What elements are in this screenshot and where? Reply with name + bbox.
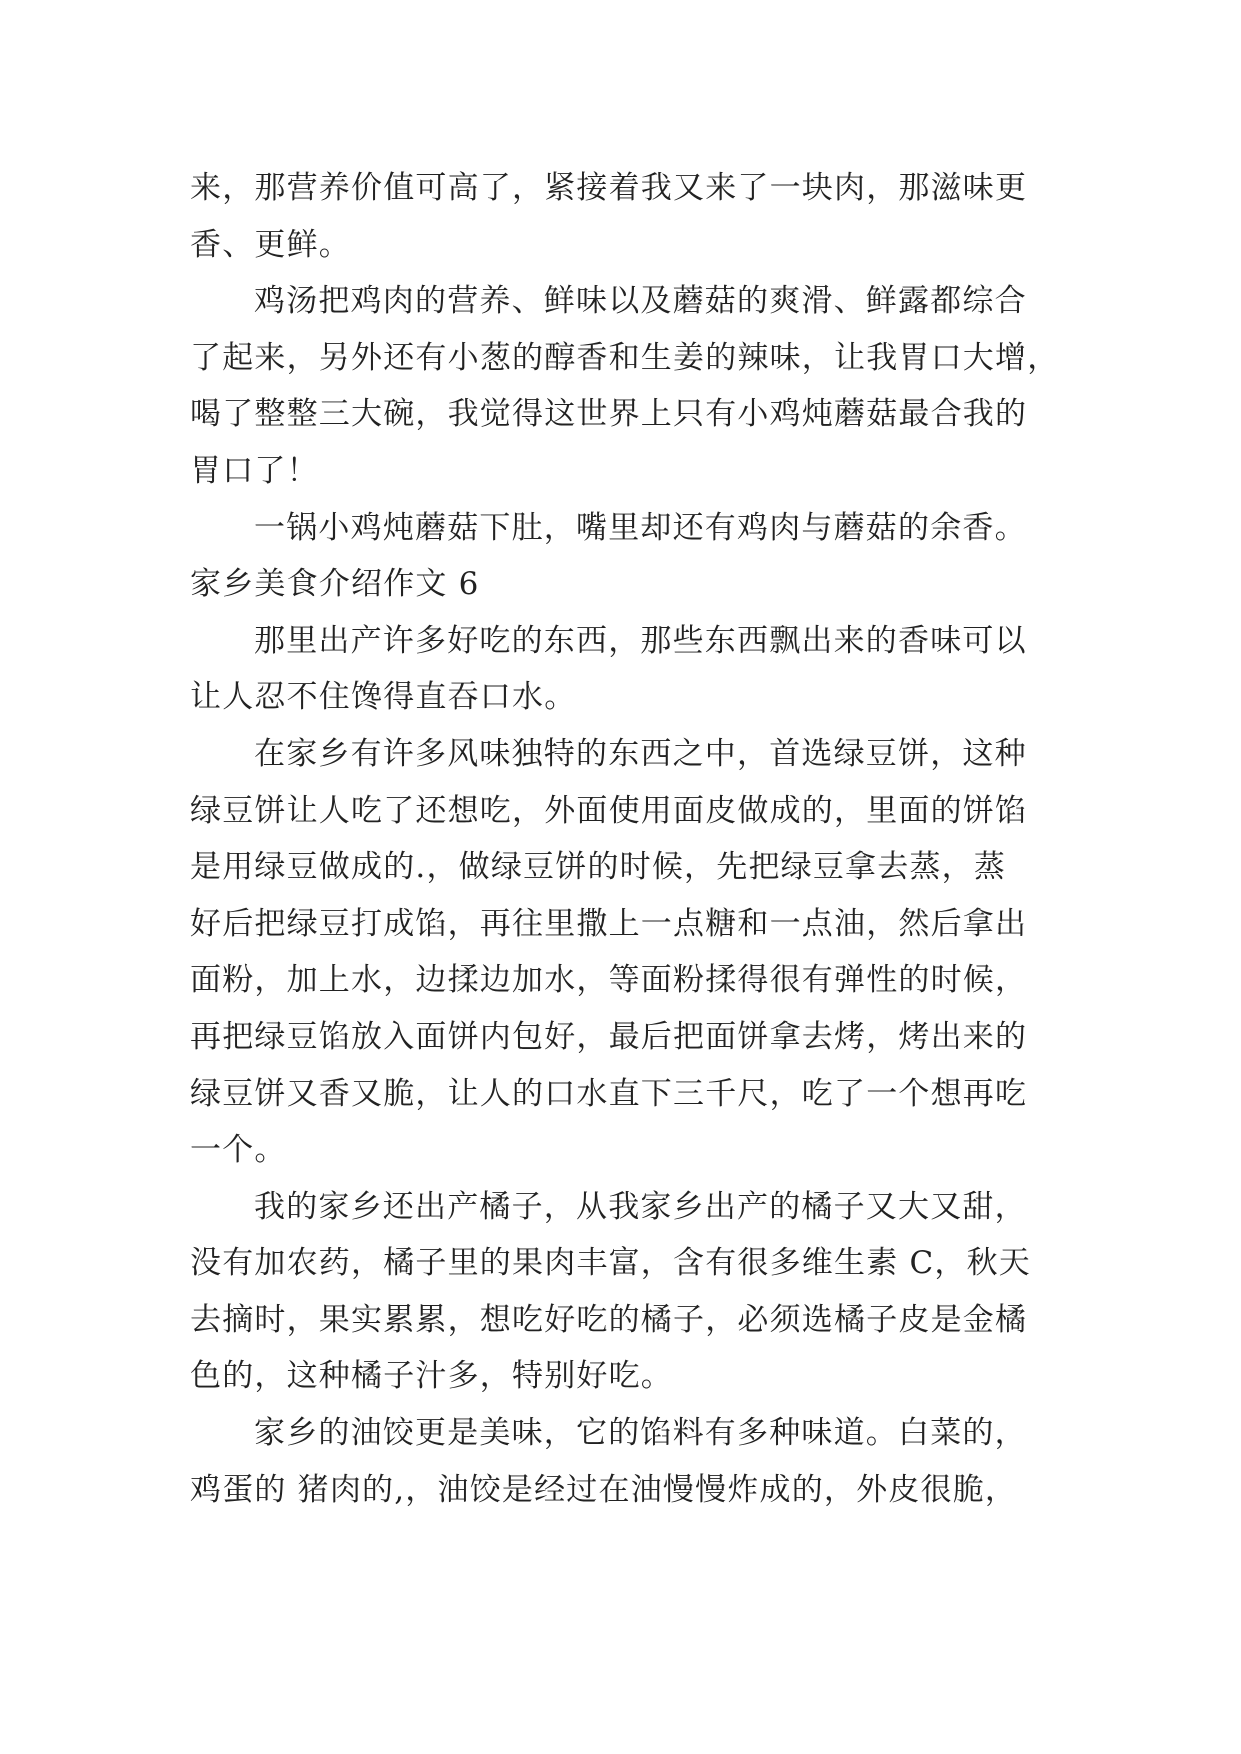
text-line: 鸡汤把鸡肉的营养、鲜味以及蘑菇的爽滑、鲜露都综合 bbox=[254, 283, 1027, 320]
document-body bbox=[190, 160, 1060, 1518]
text-line: 那里出产许多好吃的东西，那些东西飘出来的香味可以 bbox=[254, 622, 1027, 659]
text-line: 绿豆饼让人吃了还想吃，外面使用面皮做成的，里面的饼馅 bbox=[190, 792, 1028, 829]
text-line: 面粉，加上水，边揉边加水，等面粉揉得很有弹性的时候， bbox=[190, 962, 1028, 999]
text-line: 好后把绿豆打成馅，再往里撒上一点糖和一点油，然后拿出 bbox=[190, 905, 1028, 942]
text-line: 来，那营养价值可高了，紧接着我又来了一块肉，那滋味更 bbox=[190, 170, 1028, 206]
text-line: 香、更鲜。 bbox=[190, 226, 351, 263]
text-line: 家乡的油饺更是美味，它的馅料有多种味道。白菜的， bbox=[254, 1415, 1027, 1452]
text-line: 再把绿豆馅放入面饼内包好，最后把面饼拿去烤，烤出来的 bbox=[190, 1018, 1028, 1055]
text-line: 在家乡有许多风味独特的东西之中，首选绿豆饼，这种 bbox=[254, 735, 1027, 772]
text-line: 我的家乡还出产橘子，从我家乡出产的橘子又大又甜， bbox=[254, 1188, 1027, 1225]
text-line: 一锅小鸡炖蘑菇下肚，嘴里却还有鸡肉与蘑菇的余香。 bbox=[254, 509, 1027, 546]
text-line: 喝了整整三大碗，我觉得这世界上只有小鸡炖蘑菇最合我的 bbox=[190, 396, 1028, 433]
text-line: 去摘时，果实累累，想吃好吃的橘子，必须选橘子皮是金橘 bbox=[190, 1301, 1028, 1338]
text-line: 胃口了！ bbox=[190, 452, 319, 489]
text-line: 了起来，另外还有小葱的醇香和生姜的辣味，让我胃口大增， bbox=[190, 339, 1060, 376]
text-line: 鸡蛋的 猪肉的,，油饺是经过在油慢慢炸成的，外皮很脆， bbox=[190, 1471, 1018, 1508]
text-line: 让人忍不住馋得直吞口水。 bbox=[190, 679, 577, 716]
text-line: 绿豆饼又香又脆，让人的口水直下三千尺，吃了一个想再吃 bbox=[190, 1075, 1028, 1112]
text-line: 是用绿豆做成的.，做绿豆饼的时候，先把绿豆拿去蒸，蒸 bbox=[190, 849, 1007, 886]
text-line: 一个。 bbox=[190, 1132, 287, 1169]
text-line: 色的，这种橘子汁多，特别好吃。 bbox=[190, 1358, 673, 1395]
section-heading: 家乡美食介绍作文 6 bbox=[190, 566, 480, 603]
text-line: 没有加农药，橘子里的果肉丰富，含有很多维生素 C，秋天 bbox=[190, 1245, 1031, 1282]
